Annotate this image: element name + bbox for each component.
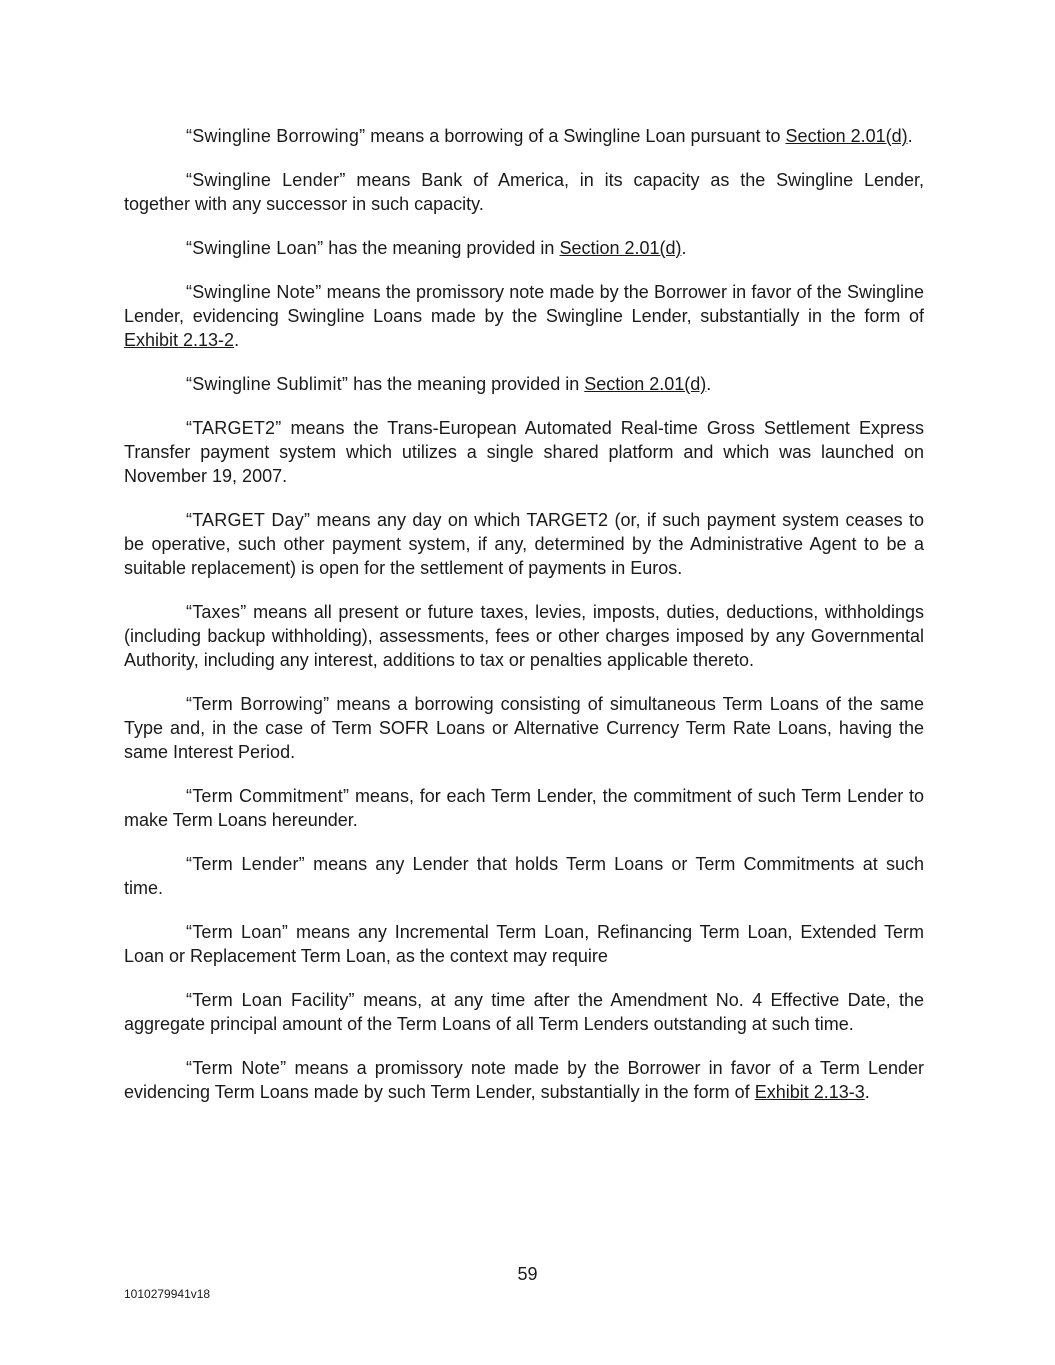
defined-term: “Swingline Sublimit” bbox=[186, 374, 349, 394]
definition-term-note: “Term Note” means a promissory note made by the Borrower in favor of a Term Lender evidencing Term Loans made by such Term Lender, substantially in the form of Exhibit 2.13-3. bbox=[124, 1058, 924, 1102]
document-body bbox=[124, 124, 924, 1124]
definition-text: means any Incremental Term Loan, Refinancing Term Loan, Extended Term Loan or Replacement Term Loan, as the context may require bbox=[124, 922, 924, 966]
definition-text: means the promissory note made by the Borrower in favor of the Swingline Lender, evidencing Swingline Loans made by the Swingline Lender, substantially in the form of bbox=[124, 282, 924, 326]
defined-term: “Term Lender” bbox=[186, 854, 305, 874]
definition-swingline-loan: “Swingline Loan” has the meaning provided in Section 2.01(d). bbox=[186, 238, 687, 258]
definition-term-lender bbox=[124, 852, 924, 900]
definition-text: means all present or future taxes, levies, imposts, duties, deductions, withholdings (including backup withholding), assessments, fees or other charges imposed by any Governmental Authority, including any interest, additions to tax or penalties applicable thereto. bbox=[124, 602, 924, 670]
defined-term: “Swingline Note” bbox=[186, 282, 322, 302]
definition-term-loan bbox=[124, 920, 924, 968]
defined-term: “Swingline Loan” bbox=[186, 238, 324, 258]
definition-text: has the meaning provided in bbox=[348, 374, 585, 394]
document-id: 1010279941v18 bbox=[124, 1287, 211, 1301]
defined-term: “Swingline Lender” bbox=[186, 170, 346, 190]
definition-text: means any day on which TARGET2 (or, if such payment system ceases to be operative, such other payment system, if any, determined by the Administrative Agent to be a suitable replacement) is open for the settlement of payments in Euros. bbox=[124, 510, 924, 578]
defined-term: “TARGET Day” bbox=[186, 510, 311, 530]
defined-term: “Term Note” bbox=[186, 1058, 287, 1078]
cross-reference: Exhibit 2.13-2 bbox=[124, 330, 235, 350]
defined-term: “Swingline Borrowing” bbox=[186, 126, 366, 146]
definition-text: means a borrowing consisting of simultaneous Term Loans of the same Type and, in the case of Term SOFR Loans or Alternative Currency Term Rate Loans, having the same Interest Period. bbox=[124, 694, 924, 762]
definition-text: means, at any time after the Amendment No. 4 Effective Date, the aggregate principal amount of the Term Loans of all Term Lenders outstanding at such time. bbox=[124, 990, 924, 1034]
definition-swingline-lender bbox=[124, 168, 924, 216]
defined-term: “Term Loan Facility” bbox=[186, 990, 355, 1010]
definition-swingline-sublimit: “Swingline Sublimit” has the meaning provided in Section 2.01(d). bbox=[186, 374, 712, 394]
definition-text: means, for each Term Lender, the commitment of such Term Lender to make Term Loans hereunder. bbox=[124, 786, 924, 830]
definition-text: means the Trans-European Automated Real-time Gross Settlement Express Transfer payment system which utilizes a single shared platform and which was launched on November 19, 2007. bbox=[124, 418, 924, 486]
defined-term: “Term Commitment” bbox=[186, 786, 350, 806]
cross-reference: Exhibit 2.13-3 bbox=[754, 1082, 865, 1102]
definition-swingline-note: “Swingline Note” means the promissory note made by the Borrower in favor of the Swingline Lender, evidencing Swingline Loans made by the Swingline Lender, substantially in the form of Exhibit 2.13-2. bbox=[124, 282, 924, 350]
defined-term: “TARGET2” bbox=[186, 418, 282, 438]
definition-taxes bbox=[124, 600, 924, 672]
definition-target-day bbox=[124, 508, 924, 580]
definition-term-loan-facility bbox=[124, 988, 924, 1036]
page-number: 59 bbox=[517, 1264, 538, 1284]
cross-reference: Section 2.01(d) bbox=[785, 126, 908, 146]
definition-text: means any Lender that holds Term Loans or Term Commitments at such time. bbox=[124, 854, 925, 898]
definition-term-borrowing bbox=[124, 692, 924, 764]
definition-target2 bbox=[124, 416, 924, 488]
definition-text: means a promissory note made by the Borrower in favor of a Term Lender evidencing Term Loans made by such Term Lender, substantially in the form of bbox=[124, 1058, 924, 1102]
defined-term: “Taxes” bbox=[186, 602, 247, 622]
defined-term: “Term Borrowing” bbox=[186, 694, 330, 714]
definition-term-commitment bbox=[124, 784, 924, 832]
defined-term: “Term Loan” bbox=[186, 922, 289, 942]
cross-reference: Section 2.01(d) bbox=[584, 374, 707, 394]
cross-reference: Section 2.01(d) bbox=[559, 238, 682, 258]
definition-text: means a borrowing of a Swingline Loan pursuant to bbox=[365, 126, 786, 146]
definition-swingline-borrowing: “Swingline Borrowing” means a borrowing of a Swingline Loan pursuant to Section 2.01(d). bbox=[186, 126, 913, 146]
definition-text: means Bank of America, in its capacity as the Swingline Lender, together with any successor in such capacity. bbox=[124, 170, 925, 214]
definition-text: has the meaning provided in bbox=[323, 238, 560, 258]
